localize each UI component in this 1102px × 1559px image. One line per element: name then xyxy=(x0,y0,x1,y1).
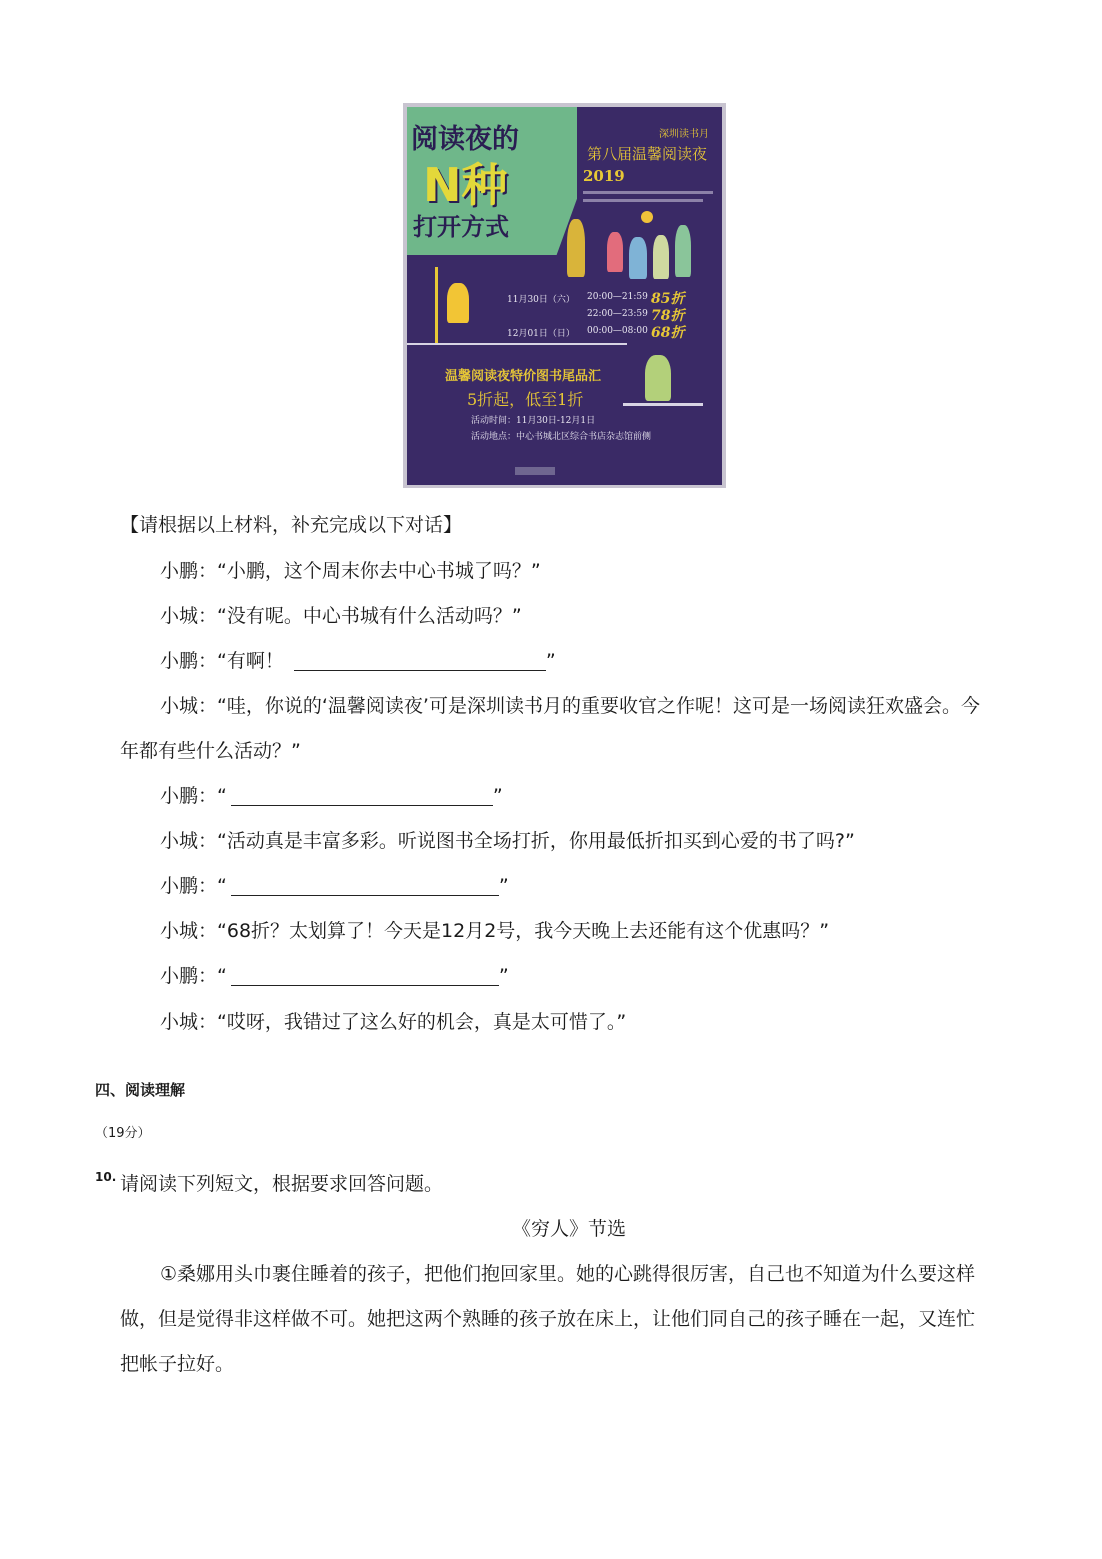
dialogue-open-quote: “ xyxy=(217,965,227,987)
dialogue-line-6 xyxy=(160,827,855,855)
dialogue-line-5 xyxy=(160,782,503,810)
schedule-date-3: 12月01日（日） xyxy=(507,329,575,339)
dialogue-close-quote: ” xyxy=(545,650,556,672)
poster-figure-climber xyxy=(447,283,469,323)
poster-figure-group-4 xyxy=(675,225,691,277)
dialogue-open-quote: “ xyxy=(217,785,227,807)
schedule-discount-1: 85折 xyxy=(651,291,685,307)
section-title: 四、阅读理解 xyxy=(95,1081,186,1099)
dialogue-line-7 xyxy=(160,872,509,900)
sale-time: 活动时间：11月30日-12月1日 xyxy=(471,416,596,426)
speaker-label: 小鹏： xyxy=(160,785,218,807)
dialogue-line-8 xyxy=(160,917,829,945)
dialogue-close-quote: ” xyxy=(498,965,509,987)
poster-figure-sitting xyxy=(645,355,671,401)
question-prompt: 请阅读下列短文，根据要求回答问题。 xyxy=(120,1173,444,1195)
answer-blank-3[interactable] xyxy=(231,875,499,896)
poster-footer-logos xyxy=(515,467,555,475)
schedule-time-3: 00:00—08:00 xyxy=(587,326,648,336)
dialogue-text: “小鹏，这个周末你去中心书城了吗？” xyxy=(217,560,541,582)
dialogue-line-10 xyxy=(160,1008,626,1036)
schedule-date-1: 11月30日（六） xyxy=(507,295,575,305)
dialogue-text: “哇，你说的‘温馨阅读夜’可是深圳读书月的重要收官之作呢！这可是一场阅读狂欢盛会。今 xyxy=(217,695,980,717)
poster-title-line1: 阅读夜的 xyxy=(411,124,519,155)
poster-fine-print xyxy=(583,191,713,194)
poster-white-step xyxy=(407,343,627,345)
speaker-label: 小城： xyxy=(160,1011,218,1033)
answer-blank-2[interactable] xyxy=(231,785,493,806)
poster-title-line3: 打开方式 xyxy=(413,213,509,241)
dialogue-text: 年都有些什么活动？” xyxy=(120,740,301,762)
section-score: （19分） xyxy=(95,1126,151,1141)
speaker-label: 小城： xyxy=(160,920,218,942)
poster-subtitle: 第八届温馨阅读夜 xyxy=(587,145,708,163)
dialogue-close-quote: ” xyxy=(498,875,509,897)
speaker-label: 小鹏： xyxy=(160,560,218,582)
dialogue-open-quote: “ xyxy=(217,875,227,897)
sale-place: 活动地点：中心书城北区综合书店杂志馆前侧 xyxy=(471,432,652,442)
speaker-label: 小城： xyxy=(160,830,218,852)
poster-fine-print-2 xyxy=(583,199,703,202)
dialogue-line-4 xyxy=(160,692,980,720)
speaker-label: 小城： xyxy=(160,695,218,717)
schedule-time-1: 20:00—21:59 xyxy=(587,292,648,302)
speaker-label: 小鹏： xyxy=(160,875,218,897)
dialogue-text: “68折？太划算了！今天是12月2号，我今天晚上去还能有这个优惠吗？” xyxy=(217,920,830,942)
poster-yellow-line xyxy=(435,267,438,343)
dialogue-line-3 xyxy=(160,647,556,675)
poster-figure-group-2 xyxy=(629,237,647,279)
poster-bench xyxy=(623,403,703,406)
poster-figure-reader xyxy=(567,219,585,277)
speaker-label: 小城： xyxy=(160,605,218,627)
poster-figure-group-1 xyxy=(607,232,623,272)
answer-blank-4[interactable] xyxy=(231,965,499,986)
speaker-label: 小鹏： xyxy=(160,965,218,987)
schedule-discount-3: 68折 xyxy=(651,325,685,341)
passage-title: 《穷人》节选 xyxy=(512,1218,627,1240)
schedule-discount-2: 78折 xyxy=(651,308,685,324)
passage-line-2: 做，但是觉得非这样做不可。她把这两个熟睡的孩子放在床上，让他们同自己的孩子睡在一起，又连忙 xyxy=(120,1308,976,1330)
poster-tag: 深圳读书月 xyxy=(659,129,709,140)
speaker-label: 小鹏： xyxy=(160,650,218,672)
passage-line-1: ①桑娜用头巾裹住睡着的孩子，把他们抱回家里。她的心跳得很厉害，自己也不知道为什么要这样 xyxy=(160,1263,976,1285)
poster-title-big: N种 xyxy=(423,158,508,212)
dialogue-line-9 xyxy=(160,962,509,990)
sale-title: 温馨阅读夜特价图书尾品汇 xyxy=(445,369,602,384)
poster-artwork xyxy=(407,107,722,485)
poster-year: 2019 xyxy=(583,167,625,185)
dialogue-close-quote: ” xyxy=(492,785,503,807)
poster-balloon xyxy=(641,211,653,223)
dialogue-text: “哎呀，我错过了这么好的机会，真是太可惜了。” xyxy=(217,1011,627,1033)
dialogue-line-1 xyxy=(160,557,541,585)
question-number: 10. xyxy=(95,1170,117,1184)
poster-figure-group-3 xyxy=(653,235,669,279)
schedule-time-2: 22:00—23:59 xyxy=(587,309,648,319)
answer-blank-1[interactable] xyxy=(294,650,546,671)
dialogue-text: “没有呢。中心书城有什么活动吗？” xyxy=(217,605,522,627)
sale-deal: 5折起，低至1折 xyxy=(467,390,584,409)
passage-line-3: 把帐子拉好。 xyxy=(120,1353,235,1375)
dialogue-text: “有啊！ xyxy=(217,650,284,672)
dialogue-line-4-cont xyxy=(120,737,301,765)
event-poster xyxy=(403,103,726,488)
dialogue-text: “活动真是丰富多彩。听说图书全场打折，你用最低折扣买到心爱的书了吗?” xyxy=(217,830,855,852)
dialogue-line-2 xyxy=(160,602,522,630)
instruction-text: 【请根据以上材料，补充完成以下对话】 xyxy=(120,514,463,536)
